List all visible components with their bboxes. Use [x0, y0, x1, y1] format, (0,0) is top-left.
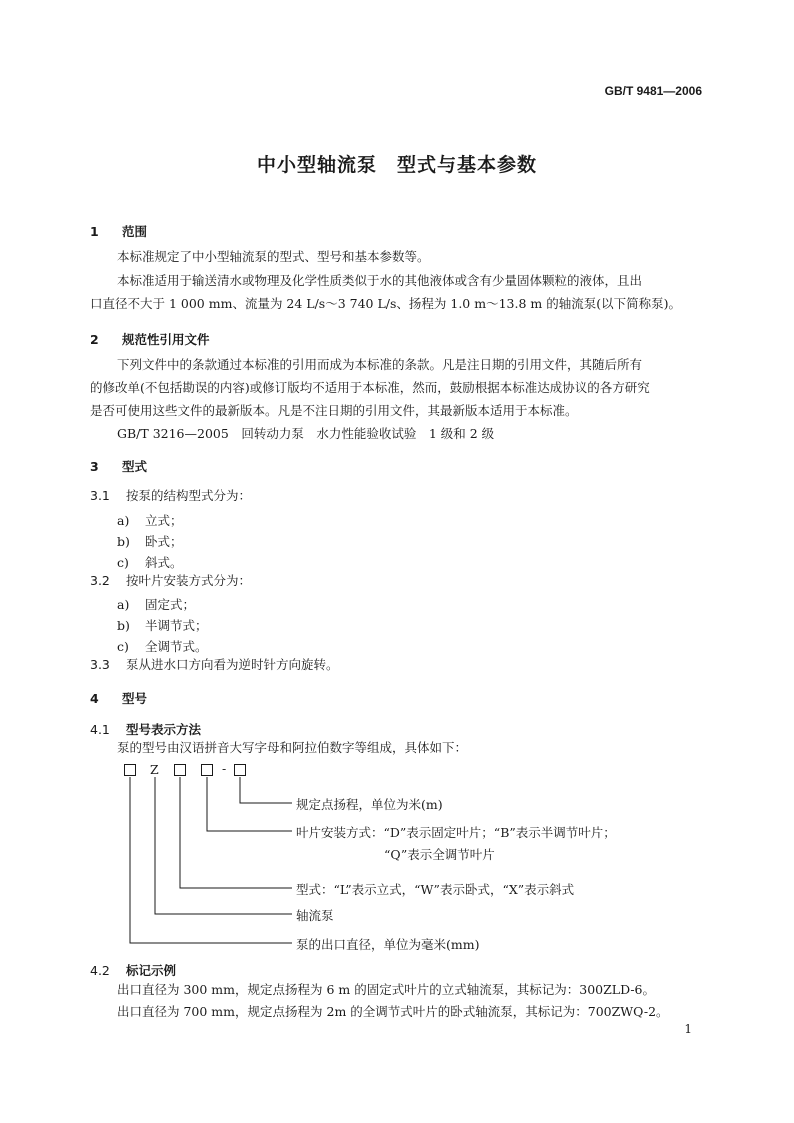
list-item-label: a)	[117, 513, 130, 528]
z-letter: Z	[150, 762, 159, 777]
normative-reference: GB/T 3216—2005 回转动力泵 水力性能验收试验 1 级和 2 级	[117, 426, 495, 441]
clause-number: 3.1	[90, 488, 110, 503]
clause-text: 泵从进水口方向看为逆时针方向旋转。	[126, 657, 339, 672]
clause-title: 标记示例	[126, 963, 177, 978]
standard-number: GB/T 9481—2006	[604, 84, 702, 98]
page-number: 1	[684, 1022, 692, 1036]
list-item-label: b)	[117, 534, 130, 549]
head-leader-line	[240, 777, 292, 803]
paragraph: 下列文件中的条款通过本标准的引用而成为本标准的条款。凡是注日期的引用文件，其随后所有	[117, 357, 643, 372]
clause-number: 3.3	[90, 657, 110, 672]
head-box	[235, 765, 246, 776]
clause-4-2-heading	[90, 961, 176, 979]
paragraph: 口直径不大于 1 000 mm、流量为 24 L/s～3 740 L/s、扬程为 1.0 m～13.8 m 的轴流泵(以下简称泵)。	[90, 296, 681, 311]
list-item-label: a)	[117, 597, 130, 612]
list-item-label: b)	[117, 618, 130, 633]
clause-number: 4.2	[90, 963, 110, 978]
list-item-text: 半调节式；	[145, 618, 208, 633]
section-title: 范围	[122, 224, 148, 239]
axial-leader-line	[155, 777, 292, 914]
list-item-text: 全调节式。	[145, 639, 208, 654]
section-number: 2	[90, 332, 99, 347]
outlet-leader-line	[130, 777, 292, 943]
list-item-text: 立式；	[145, 513, 183, 528]
blade-leader-line	[207, 777, 292, 831]
blade-installation-box	[202, 765, 213, 776]
section-number: 1	[90, 224, 99, 239]
leader-lines	[130, 777, 292, 943]
paragraph: 本标准适用于输送清水或物理及化学性质类似于水的其他液体或含有少量固体颗粒的液体，且出	[117, 273, 643, 288]
type-label: 型式：“L”表示立式，“W”表示卧式，“X”表示斜式	[296, 882, 575, 897]
paragraph: 本标准规定了中小型轴流泵的型式、型号和基本参数等。	[117, 249, 430, 264]
paragraph: 泵的型号由汉语拼音大写字母和阿拉伯数字等组成，具体如下：	[117, 740, 468, 755]
outlet-diameter-box	[125, 765, 136, 776]
list-item-label: c)	[117, 555, 129, 570]
clause-title: 型号表示方法	[126, 722, 202, 737]
section-title: 型号	[122, 691, 148, 706]
list-item-text: 斜式。	[145, 555, 183, 570]
clause-text: 按泵的结构型式分为：	[126, 488, 252, 503]
marking-example: 出口直径为 300 mm，规定点扬程为 6 m 的固定式叶片的立式轴流泵，其标记为：300ZLD-6。	[117, 982, 656, 997]
paragraph: 是否可使用这些文件的最新版本。凡是不注日期的引用文件，其最新版本适用于本标准。	[90, 403, 578, 418]
section-title: 规范性引用文件	[122, 332, 210, 347]
head-label: 规定点扬程，单位为米(m)	[296, 797, 443, 812]
marking-example: 出口直径为 700 mm，规定点扬程为 2m 的全调节式叶片的卧式轴流泵，其标记为：700ZWQ-2。	[117, 1004, 669, 1019]
clause-text: 按叶片安装方式分为：	[126, 573, 252, 588]
list-item-label: c)	[117, 639, 129, 654]
section-title: 型式	[122, 459, 148, 474]
axial-label: 轴流泵	[296, 908, 334, 923]
list-item-text: 卧式；	[145, 534, 183, 549]
blade-label-line2: “Q”表示全调节叶片	[384, 847, 495, 862]
type-leader-line	[180, 777, 292, 888]
document-title: 中小型轴流泵 型式与基本参数	[256, 154, 537, 176]
section-number: 3	[90, 459, 99, 474]
outlet-label: 泵的出口直径，单位为毫米(mm)	[296, 937, 480, 952]
type-box	[175, 765, 186, 776]
clause-number: 4.1	[90, 722, 110, 737]
blade-label-line1: 叶片安装方式：“D”表示固定叶片；“B”表示半调节叶片；	[296, 825, 616, 840]
dash-separator: -	[222, 761, 227, 776]
list-item-text: 固定式；	[145, 597, 196, 612]
section-number: 4	[90, 691, 99, 706]
paragraph: 的修改单(不包括勘误的内容)或修订版均不适用于本标准，然而，鼓励根据本标准达成协议的各方研究	[90, 380, 650, 395]
clause-number: 3.2	[90, 573, 110, 588]
